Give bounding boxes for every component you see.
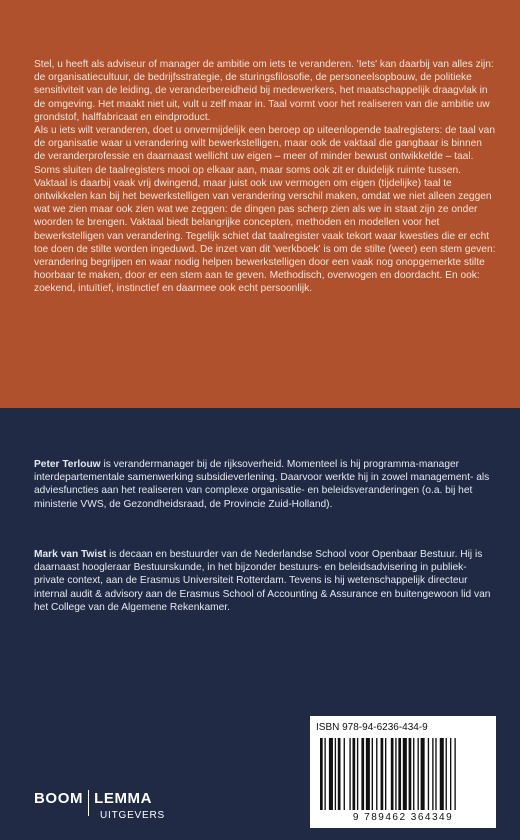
isbn-barcode-box: [310, 716, 496, 828]
isbn-label: ISBN 978-94-6236-434-9: [316, 722, 428, 733]
barcode-digits: 9 789462 364349: [352, 812, 454, 823]
publisher-name-lemma: LEMMA: [94, 790, 153, 807]
author-name: Peter Terlouw: [34, 459, 101, 470]
barcode-icon: [318, 738, 488, 810]
author-bio-peter-terlouw: [34, 458, 496, 511]
intro-paragraph-2: Als u iets wilt veranderen, doet u onvermijdelijk een beroep op uiteenlopende taalregisters: de taal van de organisatie waar u verandering wilt bewerkstelligen, maar ook de vaktaal die gangbaar is binnen de veranderprofessie en daarnaast wellicht uw eigen – meer of minder bewust ontwikkelde – taal. Soms sluiten de taalregisters mooi op elkaar aan, maar soms ook zit er duidelijk ruimte tussen. Vaktaal is daarbij vaak vrij dwingend, maar juist ook uw vermogen om eigen (tijdelijke) taal te ontwikkelen kan bij het bewerkstelligen van verandering verschil maken, omdat we niet alleen zeggen wat we zien maar ook zien wat we zeggen: de dingen pas scherp zien als we in staat zijn ze onder woorden te brengen. Vaktaal biedt belangrijke concepten, methoden en modellen voor het bewerkstelligen van verandering. Tegelijk schiet dat taalregister vaak tekort waar kwesties die er echt toe doen de stilte worden ingeduwd. De inzet van dit 'werkboek' is om de stilte (weer) een stem geven: verandering begrijpen en waar nodig helpen bewerkstelligen door een vaak nog onopgemerkte stilte hoorbaar te maken, door er een stem aan te geven. Methodisch, overwogen en doordacht. En ook: zoekend, intuïtief, instinctief en daarmee ook echt persoonlijk.: [34, 125, 496, 295]
author-bio-text: is verandermanager bij de rijksoverheid. Momenteel is hij programma-manager interdepartementale samenwerking subsidieverlening. Daarvoor werkte hij in zowel management- als adviesfuncties aan het realiseren van complexe organisatie- en beleidsveranderingen (o.a. bij het ministerie VWS, de Gezondheidsraad, de Provincie Zuid-Holland).: [34, 459, 490, 510]
publisher-subtitle: UITGEVERS: [100, 810, 165, 821]
intro-paragraph-1: Stel, u heeft als adviseur of manager de ambitie om iets te veranderen. 'Iets' kan daarbij van alles zijn: de organisatiecultuur, de bedrijfsstrategie, de sturingsfilosofie, de personeelsopbouw, de politieke sensitiviteit van de leiding, de veranderbereidheid bij medewerkers, het maatschappelijk draagvlak in de omgeving. Het maakt niet uit, vult u zelf maar in. Taal vormt voor het realiseren van die ambitie uw grondstof, halffabricaat en eindproduct.: [34, 59, 494, 123]
author-bio-text: is decaan en bestuurder van de Nederlandse School voor Openbaar Bestuur. Hij is daarnaast hoogleraar Bestuurskunde, in het bijzonder bestuurs- en beleidsadvisering in publiek-private context, aan de Erasmus Universiteit Rotterdam. Tevens is hij wetenschappelijk directeur internal audit & advisory aan de Erasmus School of Accounting & Assurance en buitengewoon lid van het College van de Algemene Rekenkamer.: [34, 549, 491, 613]
publisher-name-boom: BOOM: [34, 790, 84, 807]
publisher-logo: [34, 790, 165, 821]
intro-text: [34, 58, 496, 296]
logo-divider: [88, 790, 89, 816]
author-bio-mark-van-twist: [34, 548, 496, 614]
author-name: Mark van Twist: [34, 549, 107, 560]
